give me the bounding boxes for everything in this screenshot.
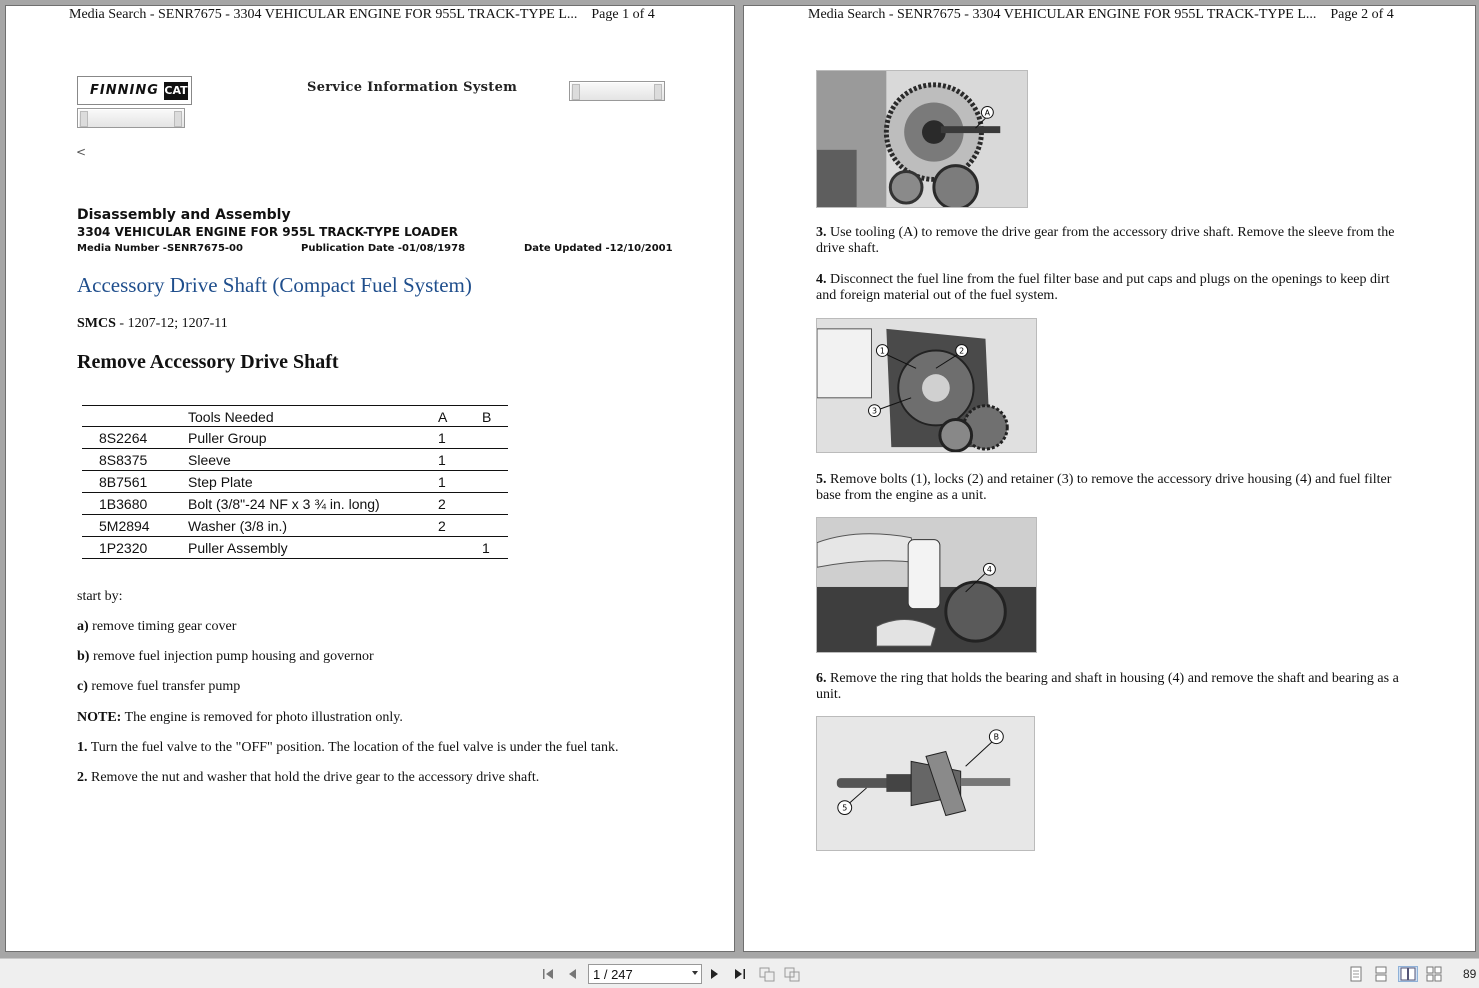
page-header	[69, 7, 655, 23]
page-header	[808, 7, 1394, 23]
previous-view-icon[interactable]	[759, 966, 775, 982]
callout-4: 4	[986, 565, 992, 575]
sis-form-field[interactable]	[569, 81, 665, 101]
back-arrow-icon[interactable]: <	[76, 145, 87, 159]
table-row	[82, 449, 508, 471]
note-label: NOTE:	[77, 710, 122, 725]
two-page-continuous-view-icon[interactable]	[1426, 966, 1442, 982]
step-label: 6.	[816, 671, 827, 686]
step-1	[77, 740, 619, 756]
cell-a: 2	[438, 496, 446, 512]
step-text: Remove the ring that holds the bearing and shaft in housing (4) and remove the shaft and bearing as a unit.	[816, 671, 1399, 702]
cell-part: 8S2264	[99, 430, 148, 446]
table-row	[82, 471, 508, 493]
table-row	[82, 537, 508, 559]
callout-3: 3	[871, 406, 877, 416]
first-page-icon[interactable]	[540, 966, 556, 982]
section-heading: Remove Accessory Drive Shaft	[77, 351, 339, 373]
prereq-a	[77, 619, 236, 635]
page-number-select[interactable]	[588, 964, 702, 984]
table-row	[82, 493, 508, 515]
page-2	[743, 5, 1476, 952]
step-text: Remove the nut and washer that hold the drive gear to the accessory drive shaft.	[87, 770, 540, 785]
cell-part: 8B7561	[99, 474, 148, 490]
col-b: B	[482, 409, 492, 425]
logo-text: FINNING	[90, 83, 159, 98]
step-6	[816, 671, 1411, 703]
cell-part: 1P2320	[99, 540, 148, 556]
step-label: 3.	[816, 225, 827, 240]
viewer-toolbar	[0, 958, 1479, 988]
cell-name: Sleeve	[188, 452, 231, 468]
cell-name: Puller Assembly	[188, 540, 288, 556]
chevron-down-icon	[692, 971, 698, 975]
step-label: 4.	[816, 272, 827, 287]
cell-part: 5M2894	[99, 518, 150, 534]
media-number: Media Number -SENR7675-00	[77, 243, 243, 254]
smcs-codes	[77, 316, 228, 332]
cell-a: 2	[438, 518, 446, 534]
two-page-view-icon[interactable]	[1398, 966, 1418, 982]
sis-title: Service Information System	[307, 80, 518, 95]
photo-accessory-housing-bolts	[816, 318, 1037, 453]
step-text: Disconnect the fuel line from the fuel filter base and put caps and plugs on the openings to keep dirt and foreign material out of the fuel system.	[816, 272, 1390, 303]
callout-1: 1	[879, 346, 885, 356]
previous-page-icon[interactable]	[564, 966, 580, 982]
cell-b: 1	[482, 540, 490, 556]
col-a: A	[438, 409, 448, 425]
prereq-c	[77, 679, 240, 695]
header-title: Media Search - SENR7675 - 3304 VEHICULAR ENGINE FOR 955L TRACK-TYPE L...	[69, 7, 578, 22]
step-5	[816, 472, 1411, 504]
next-view-icon[interactable]	[784, 966, 800, 982]
photo-housing-removal	[816, 517, 1037, 653]
photo-drive-gear-tooling	[816, 70, 1028, 208]
step-4	[816, 272, 1411, 304]
last-page-icon[interactable]	[732, 966, 748, 982]
table-row	[82, 515, 508, 537]
cell-part: 8S8375	[99, 452, 148, 468]
note-text: The engine is removed for photo illustration only.	[121, 710, 403, 725]
date-updated: Date Updated -12/10/2001	[524, 243, 673, 254]
callout-b: B	[993, 732, 1000, 742]
logo-brand: CAT	[164, 82, 188, 100]
step-text: Remove bolts (1), locks (2) and retainer (3) to remove the accessory drive housing (4) and fuel filter base from the engine as a unit.	[816, 472, 1392, 503]
header-title: Media Search - SENR7675 - 3304 VEHICULAR ENGINE FOR 955L TRACK-TYPE L...	[808, 7, 1317, 22]
page-number-value: 1 / 247	[593, 967, 633, 982]
cell-name: Puller Group	[188, 430, 267, 446]
cell-name: Step Plate	[188, 474, 253, 490]
step-text: Turn the fuel valve to the "OFF" position. The location of the fuel valve is under the fuel tank.	[87, 740, 619, 755]
step-label: 2.	[77, 770, 88, 785]
tools-table-header	[82, 405, 508, 427]
step-label: 5.	[816, 472, 827, 487]
single-page-view-icon[interactable]	[1348, 966, 1364, 982]
photo-shaft-puller	[816, 716, 1035, 851]
callout-a: A	[984, 108, 991, 118]
start-by: start by:	[77, 589, 123, 604]
prereq-text: remove timing gear cover	[88, 619, 237, 634]
finning-cat-logo	[77, 76, 192, 105]
prereq-label: a)	[77, 619, 89, 634]
sis-form-field-2[interactable]	[77, 108, 185, 128]
page-title: Accessory Drive Shaft (Compact Fuel System)	[77, 273, 472, 297]
table-row	[82, 427, 508, 449]
prereq-b	[77, 649, 374, 665]
callout-5: 5	[842, 803, 848, 813]
cell-a: 1	[438, 474, 446, 490]
cell-a: 1	[438, 430, 446, 446]
doc-engine: 3304 VEHICULAR ENGINE FOR 955L TRACK-TYPE LOADER	[77, 225, 458, 239]
doc-type: Disassembly and Assembly	[77, 207, 291, 223]
header-page-number: Page 2 of 4	[1330, 7, 1394, 22]
publication-date: Publication Date -01/08/1978	[301, 243, 466, 254]
cell-a: 1	[438, 452, 446, 468]
continuous-view-icon[interactable]	[1373, 966, 1389, 982]
smcs-value: - 1207-12; 1207-11	[115, 316, 228, 331]
smcs-label: SMCS	[77, 316, 116, 331]
step-label: 1.	[77, 740, 88, 755]
prereq-label: c)	[77, 679, 88, 694]
step-3	[816, 225, 1411, 257]
page-1	[5, 5, 735, 952]
col-tools-needed: Tools Needed	[188, 409, 274, 425]
prereq-text: remove fuel injection pump housing and governor	[89, 649, 374, 664]
callout-2: 2	[959, 346, 965, 356]
step-2	[77, 770, 539, 786]
cell-name: Washer (3/8 in.)	[188, 518, 288, 534]
zoom-level[interactable]: 89	[1463, 967, 1477, 981]
header-page-number: Page 1 of 4	[591, 7, 655, 22]
step-text: Use tooling (A) to remove the drive gear from the accessory drive shaft. Remove the sleeve from the drive shaft.	[816, 225, 1395, 256]
cell-name: Bolt (3/8"-24 NF x 3 ¾ in. long)	[188, 496, 380, 512]
cell-part: 1B3680	[99, 496, 148, 512]
note	[77, 710, 403, 726]
tools-table	[82, 403, 508, 559]
prereq-label: b)	[77, 649, 90, 664]
next-page-icon[interactable]	[707, 966, 723, 982]
prereq-text: remove fuel transfer pump	[87, 679, 241, 694]
